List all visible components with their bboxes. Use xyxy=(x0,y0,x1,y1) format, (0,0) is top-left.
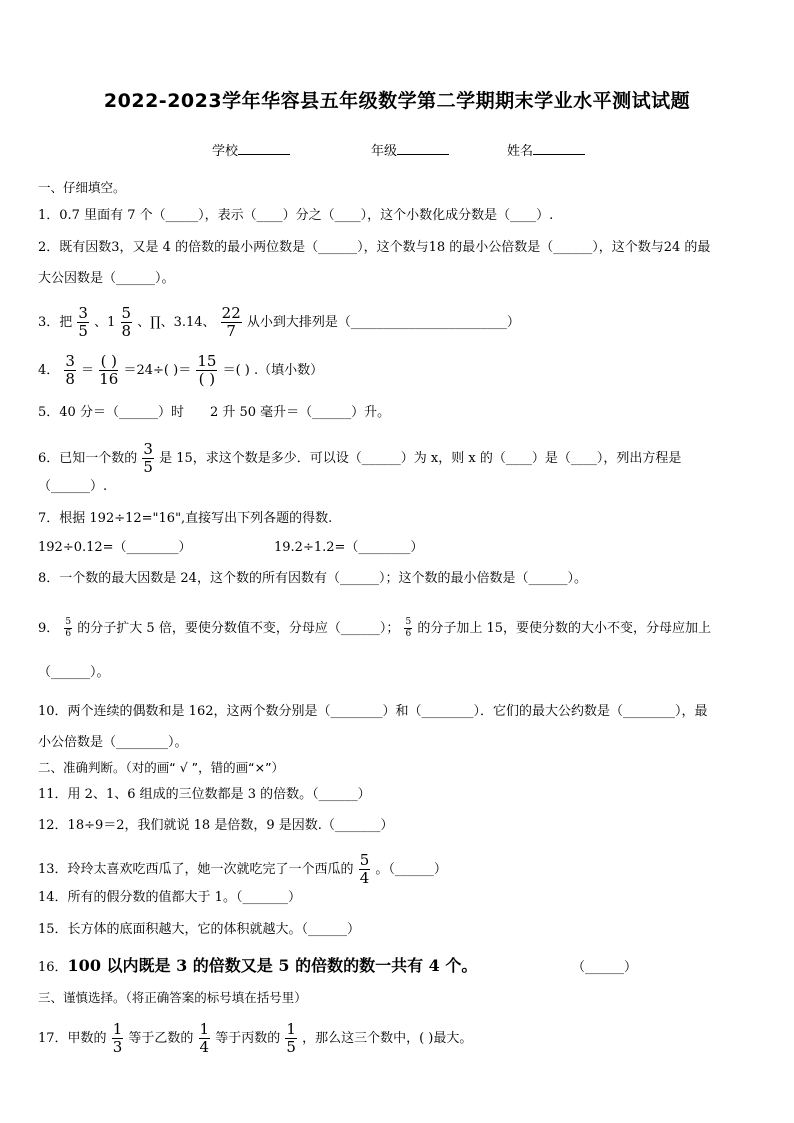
question-8: 8．一个数的最大因数是 24，这个数的所有因数有（______）；这个数的最小倍数是（______）。 xyxy=(38,571,587,586)
question-7: 7．根据 192÷12="16",直接写出下列各题的得数. xyxy=(38,511,333,526)
question-4: 4． $\frac{3}{8}$ ＝ $\frac{( )}{16}$ ＝24÷( )＝ $\frac{15}{( )}$ ＝( ) .（填小数） xyxy=(38,352,324,388)
school-blank[interactable] xyxy=(238,142,290,155)
question-7-b: 19.2÷1.2=（________） xyxy=(274,540,424,555)
question-10-line-2: 小公倍数是（________）。 xyxy=(38,735,188,750)
fraction: $\frac{22}{7}$ xyxy=(221,304,241,340)
question-16: 16．100 以内既是 3 的倍数又是 5 的倍数的数一共有 4 个。 xyxy=(38,956,478,975)
grade-label: 年级 xyxy=(371,144,398,159)
fraction: $\frac{1}{4}$ xyxy=(199,1020,210,1056)
question-9-line-2: （______）。 xyxy=(38,665,110,680)
grade-field xyxy=(371,140,449,159)
fraction: $\frac{1}{3}$ xyxy=(112,1020,123,1056)
name-field xyxy=(507,140,585,159)
question-10-line-1: 10．两个连续的偶数和是 162，这两个数分别是（________）和（________）．它们的最大公约数是（________），最 xyxy=(38,704,708,719)
section-2-heading: 二、准确判断。（对的画“ √ ”，错的画“×”） xyxy=(38,760,285,775)
question-9-line-1: 9． $\frac{5}{6}$ 的分子扩大 5 倍，要使分数值不变，分母应（______）； $\frac{5}{6}$ 的分子加上 15，要使分数的大小不变，分母应加上 xyxy=(38,617,712,639)
fraction: $\frac{5}{8}$ xyxy=(121,304,132,340)
question-12: 12．18÷9＝2，我们就说 18 是倍数，9 是因数.（_______） xyxy=(38,818,394,833)
fraction: $\frac{15}{( )}$ xyxy=(197,352,217,388)
question-3: 3．把 $\frac{3}{5}$ 、1 $\frac{5}{8}$ 、∏、3.14、 $\frac{22}{7}$ 从小到大排列是（________________________） xyxy=(38,304,520,340)
question-15: 15．长方体的底面积越大，它的体积就越大。（______） xyxy=(38,922,361,937)
section-3-heading: 三、谨慎选择。（将正确答案的标号填在括号里） xyxy=(38,990,307,1005)
question-13: 13．玲玲太喜欢吃西瓜了，她一次就吃完了一个西瓜的 $\frac{5}{4}$ 。（______） xyxy=(38,851,447,887)
question-6-line-2: （______）. xyxy=(38,479,108,494)
fraction: $\frac{5}{4}$ xyxy=(359,851,370,887)
fraction: $\frac{( )}{16}$ xyxy=(99,352,119,388)
question-2-line-2: 大公因数是（______）。 xyxy=(38,271,175,286)
name-blank[interactable] xyxy=(533,142,585,155)
question-6-line-1: 6．已知一个数的 $\frac{3}{5}$ 是 15，求这个数是多少．可以设（______）为 x，则 x 的（____）是（____），列出方程是 xyxy=(38,440,682,476)
fraction: $\frac{3}{5}$ xyxy=(143,440,153,476)
page-title: 2022-2023学年华容县五年级数学第二学期期末学业水平测试试题 xyxy=(103,90,691,112)
section-1-heading: 一、仔细填空。 xyxy=(38,180,126,195)
school-field xyxy=(212,140,290,159)
fraction: $\frac{5}{6}$ xyxy=(65,617,72,639)
fraction: $\frac{5}{6}$ xyxy=(405,617,412,639)
fraction: $\frac{3}{5}$ xyxy=(78,304,88,340)
fraction: $\frac{1}{5}$ xyxy=(286,1020,296,1056)
question-17: 17．甲数的 $\frac{1}{3}$ 等于乙数的 $\frac{1}{4}$ 等于丙数的 $\frac{1}{5}$ ，那么这三个数中，( )最大。 xyxy=(38,1020,473,1056)
question-5: 5．40 分＝（______）时 2 升 50 毫升＝（______）升。 xyxy=(38,405,391,420)
question-7-a: 192÷0.12=（________） xyxy=(38,540,192,555)
name-label: 姓名 xyxy=(507,144,534,159)
question-11: 11．用 2、1、6 组成的三位数都是 3 的倍数。（______） xyxy=(38,787,371,802)
question-2-line-1: 2．既有因数3，又是 4 的倍数的最小两位数是（______），这个数与18 的最小公倍数是（______），这个数与24 的最 xyxy=(38,240,711,255)
question-1: 1．0.7 里面有 7 个（_____），表示（____）分之（____），这个小数化成分数是（____）. xyxy=(38,208,554,223)
fraction: $\frac{3}{8}$ xyxy=(65,352,75,388)
grade-blank[interactable] xyxy=(397,142,449,155)
school-label: 学校 xyxy=(212,144,239,159)
question-14: 14．所有的假分数的值都大于 1。（_______） xyxy=(38,890,301,905)
question-16-blank: （______） xyxy=(572,960,638,975)
